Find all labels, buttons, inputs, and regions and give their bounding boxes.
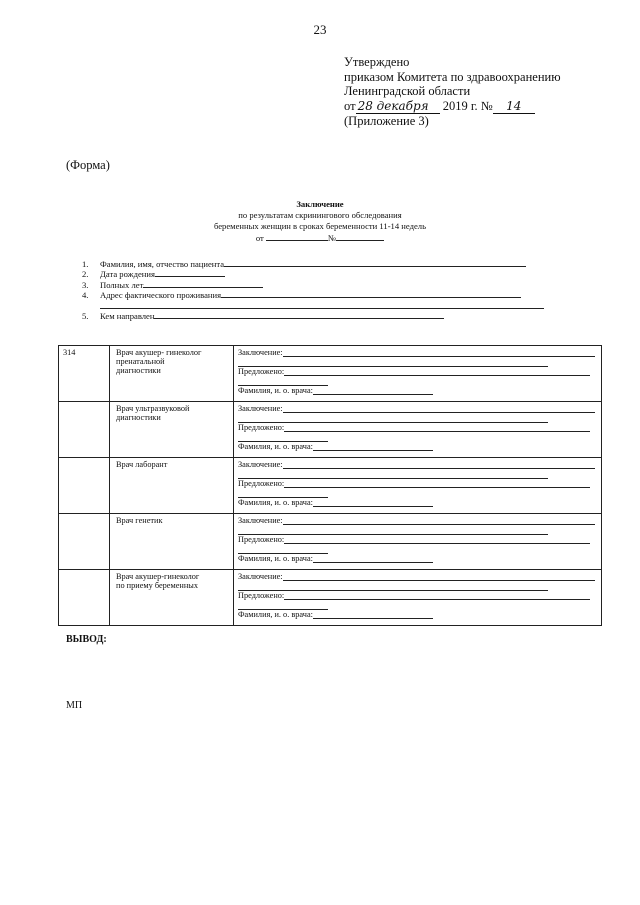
proposed-label: Предложено: bbox=[238, 479, 285, 488]
conclusion-input[interactable] bbox=[283, 404, 595, 413]
approval-block bbox=[344, 55, 561, 129]
result-cell bbox=[234, 346, 602, 402]
proposed-input-continued[interactable] bbox=[238, 433, 328, 442]
proposed-label: Предложено: bbox=[238, 591, 285, 600]
form-label: (Форма) bbox=[66, 158, 110, 172]
conclusion-input[interactable] bbox=[283, 572, 595, 581]
table-row bbox=[59, 570, 602, 626]
field-label: Дата рождения bbox=[100, 269, 155, 280]
doctor-name-input[interactable] bbox=[313, 610, 433, 619]
table-row bbox=[59, 346, 602, 402]
field-row bbox=[82, 268, 544, 278]
approval-line-2: приказом Комитета по здравоохранению bbox=[344, 69, 561, 84]
result-cell bbox=[234, 514, 602, 570]
page-number: 23 bbox=[313, 22, 327, 37]
approval-line-1: Утверждено bbox=[344, 55, 410, 69]
field-row bbox=[82, 279, 544, 289]
approval-appendix: (Приложение 3) bbox=[344, 114, 429, 128]
proposed-label: Предложено: bbox=[238, 535, 285, 544]
conclusion-input-continued[interactable] bbox=[238, 526, 548, 535]
proposed-input[interactable] bbox=[284, 591, 590, 600]
table-row bbox=[59, 458, 602, 514]
row-code: 314 bbox=[59, 346, 110, 402]
field-number: 2. bbox=[82, 269, 89, 280]
approval-date-line bbox=[344, 99, 561, 115]
proposed-input[interactable] bbox=[284, 479, 590, 488]
address-input[interactable] bbox=[221, 289, 521, 298]
result-cell bbox=[234, 402, 602, 458]
conclusion-input-continued[interactable] bbox=[238, 582, 548, 591]
handwritten-date: 28 декабря bbox=[356, 99, 440, 115]
doctor-label: Фамилия, и. о. врача: bbox=[238, 498, 313, 507]
specialist-name: Врач акушер-гинеколог по приему беременных bbox=[110, 570, 234, 626]
conclusion-label: Заключение: bbox=[238, 348, 283, 357]
specialist-name: Врач ультразвуковой диагностики bbox=[110, 402, 234, 458]
title-line-1: Заключение bbox=[296, 199, 344, 209]
approval-date-prefix: от bbox=[344, 98, 356, 113]
proposed-input[interactable] bbox=[284, 367, 590, 376]
field-row bbox=[82, 289, 544, 299]
proposed-input[interactable] bbox=[284, 423, 590, 432]
proposed-input-continued[interactable] bbox=[238, 601, 328, 610]
proposed-label: Предложено: bbox=[238, 423, 285, 432]
field-number: 1. bbox=[82, 259, 89, 269]
conclusion-input-continued[interactable] bbox=[238, 470, 548, 479]
proposed-input[interactable] bbox=[284, 535, 590, 544]
address-input-continued[interactable] bbox=[100, 300, 544, 309]
doctor-label: Фамилия, и. о. врача: bbox=[238, 610, 313, 619]
form-title bbox=[0, 199, 640, 244]
proposed-input-continued[interactable] bbox=[238, 545, 328, 554]
handwritten-number: 14 bbox=[493, 99, 535, 115]
patient-name-input[interactable] bbox=[224, 258, 526, 267]
conclusion-label: Заключение: bbox=[238, 572, 283, 581]
conclusion-input-continued[interactable] bbox=[238, 358, 548, 367]
field-number: 4. bbox=[82, 290, 89, 301]
conclusion-input[interactable] bbox=[283, 348, 595, 357]
title-line-3: беременных женщин в сроках беременности 11-14 недель bbox=[213, 221, 426, 231]
stamp-place-label: МП bbox=[66, 700, 83, 711]
doctor-label: Фамилия, и. о. врача: bbox=[238, 442, 313, 451]
field-row bbox=[82, 300, 544, 310]
patient-fields bbox=[82, 258, 544, 320]
approval-year: 2019 г. № bbox=[442, 98, 493, 113]
conclusion-label: Заключение: bbox=[238, 516, 283, 525]
field-label: Фамилия, имя, отчество пациента bbox=[100, 259, 225, 269]
field-row bbox=[82, 310, 544, 320]
proposed-label: Предложено: bbox=[238, 367, 285, 376]
table-row bbox=[59, 402, 602, 458]
doctor-name-input[interactable] bbox=[313, 386, 433, 395]
title-line-2: по результатам скринингового обследования bbox=[238, 210, 402, 220]
specialist-name: Врач лаборант bbox=[110, 458, 234, 514]
table-row bbox=[59, 514, 602, 570]
field-label: Адрес фактического проживания bbox=[100, 290, 222, 301]
doctor-name-input[interactable] bbox=[313, 498, 433, 507]
conclusion-label: Заключение: bbox=[238, 404, 283, 413]
referred-by-input[interactable] bbox=[154, 310, 444, 319]
birth-date-input[interactable] bbox=[155, 268, 225, 277]
age-input[interactable] bbox=[143, 279, 263, 288]
field-number: 5. bbox=[82, 310, 89, 321]
specialist-name: Врач генетик bbox=[110, 514, 234, 570]
title-date-prefix: от bbox=[255, 233, 264, 243]
conclusion-input[interactable] bbox=[283, 516, 595, 525]
field-label: Кем направлен bbox=[100, 310, 155, 321]
specialist-table bbox=[58, 345, 602, 626]
doctor-label: Фамилия, и. о. врача: bbox=[238, 554, 313, 563]
conclusion-heading: ВЫВОД: bbox=[66, 634, 107, 645]
doctor-name-input[interactable] bbox=[313, 442, 433, 451]
conclusion-input[interactable] bbox=[283, 460, 595, 469]
conclusion-input-continued[interactable] bbox=[238, 414, 548, 423]
proposed-input-continued[interactable] bbox=[238, 489, 328, 498]
approval-line-3: Ленинградской области bbox=[344, 84, 471, 98]
number-blank[interactable] bbox=[336, 232, 384, 241]
result-cell bbox=[234, 458, 602, 514]
proposed-input-continued[interactable] bbox=[238, 377, 328, 386]
field-row bbox=[82, 258, 544, 268]
doctor-name-input[interactable] bbox=[313, 554, 433, 563]
title-number-sign: № bbox=[327, 233, 337, 243]
specialist-name: Врач акушер- гинеколог пренатальной диагностики bbox=[110, 346, 234, 402]
title-date-line bbox=[0, 232, 640, 244]
field-number: 3. bbox=[82, 279, 89, 290]
date-blank[interactable] bbox=[266, 232, 328, 241]
result-cell bbox=[234, 570, 602, 626]
field-label: Полных лет bbox=[100, 279, 144, 290]
conclusion-label: Заключение: bbox=[238, 460, 283, 469]
doctor-label: Фамилия, и. о. врача: bbox=[238, 386, 313, 395]
